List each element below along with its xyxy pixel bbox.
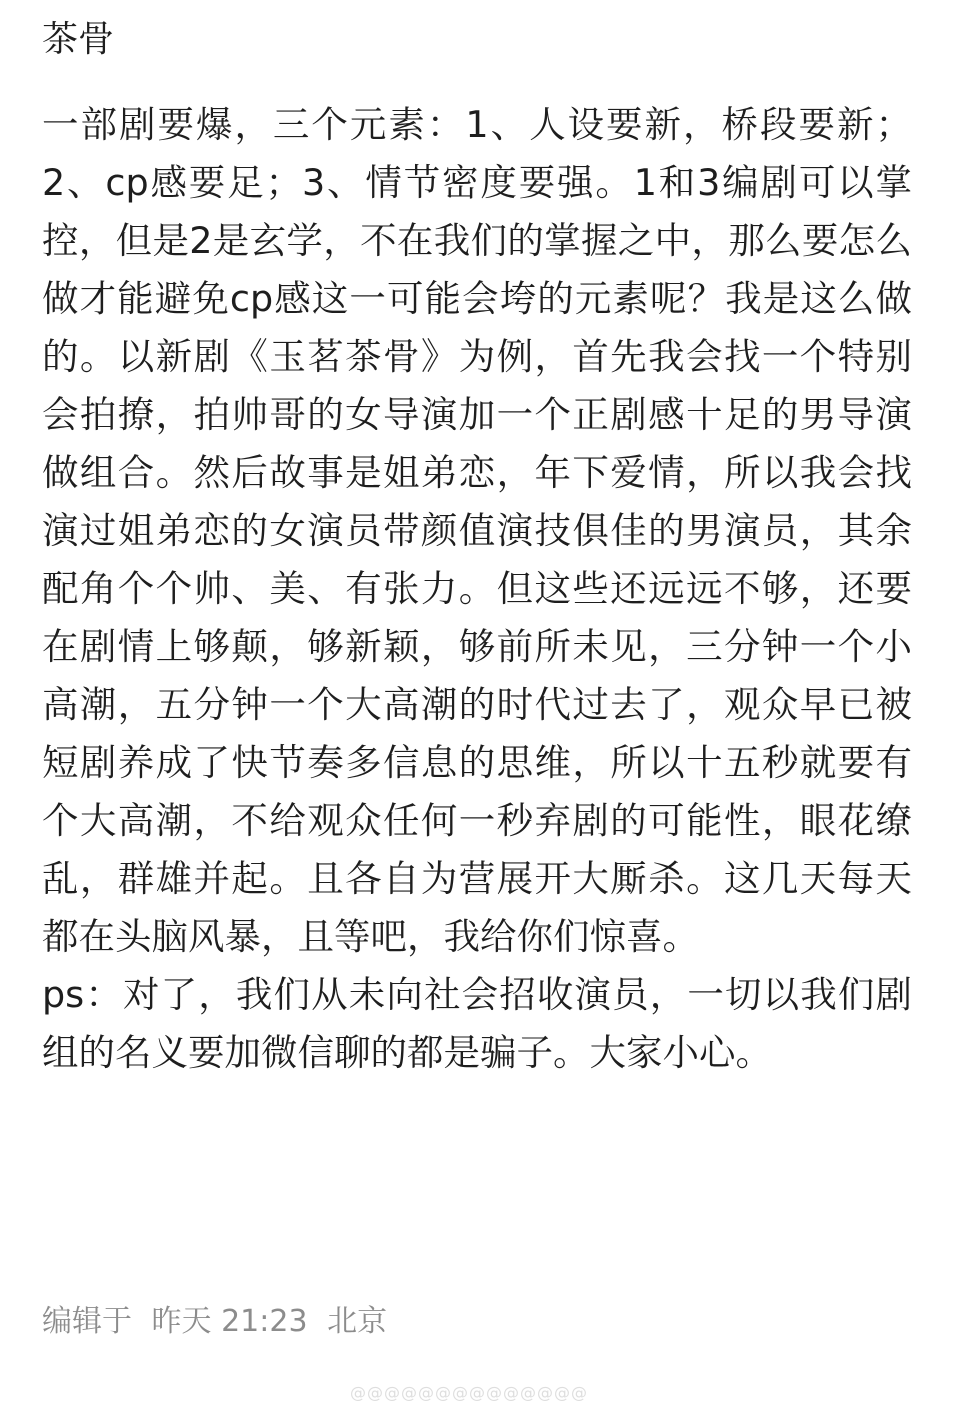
post-body bbox=[42, 96, 912, 1082]
post-paragraph-main: 一部剧要爆，三个元素：1、人设要新，桥段要新；2、cp感要足；3、情节密度要强。1和3编剧可以掌控，但是2是玄学，不在我们的掌握之中，那么要怎么做才能避免cp感这一可能会垮的元素呢？我是这么做的。以新剧《玉茗茶骨》为例，首先我会找一个特别会拍撩，拍帅哥的女导演加一个正剧感十足的男导演做组合。然后故事是姐弟恋，年下爱情，所以我会找演过姐弟恋的女演员带颜值演技俱佳的男演员，其余配角个个帅、美、有张力。但这些还远远不够，还要在剧情上够颠，够新颖，够前所未见，三分钟一个小高潮，五分钟一个大高潮的时代过去了，观众早已被短剧养成了快节奏多信息的思维，所以十五秒就要有个大高潮，不给观众任何一秒弃剧的可能性，眼花缭乱，群雄并起。且各自为营展开大厮杀。这几天每天都在头脑风暴，且等吧，我给你们惊喜。 bbox=[42, 103, 912, 958]
edit-location: 北京 bbox=[327, 1304, 388, 1339]
post-paragraph-ps: ps：对了，我们从未向社会招收演员，一切以我们剧组的名义要加微信聊的都是骗子。大家小心。 bbox=[42, 973, 912, 1074]
edited-label: 编辑于 bbox=[42, 1304, 132, 1339]
post-content bbox=[42, 14, 912, 1082]
edit-time: 昨天 21:23 bbox=[151, 1304, 308, 1339]
watermark: @@@@@@@@@@@@@@ bbox=[350, 1383, 588, 1402]
post-title: 茶骨 bbox=[42, 19, 115, 60]
edit-info bbox=[42, 1300, 387, 1344]
